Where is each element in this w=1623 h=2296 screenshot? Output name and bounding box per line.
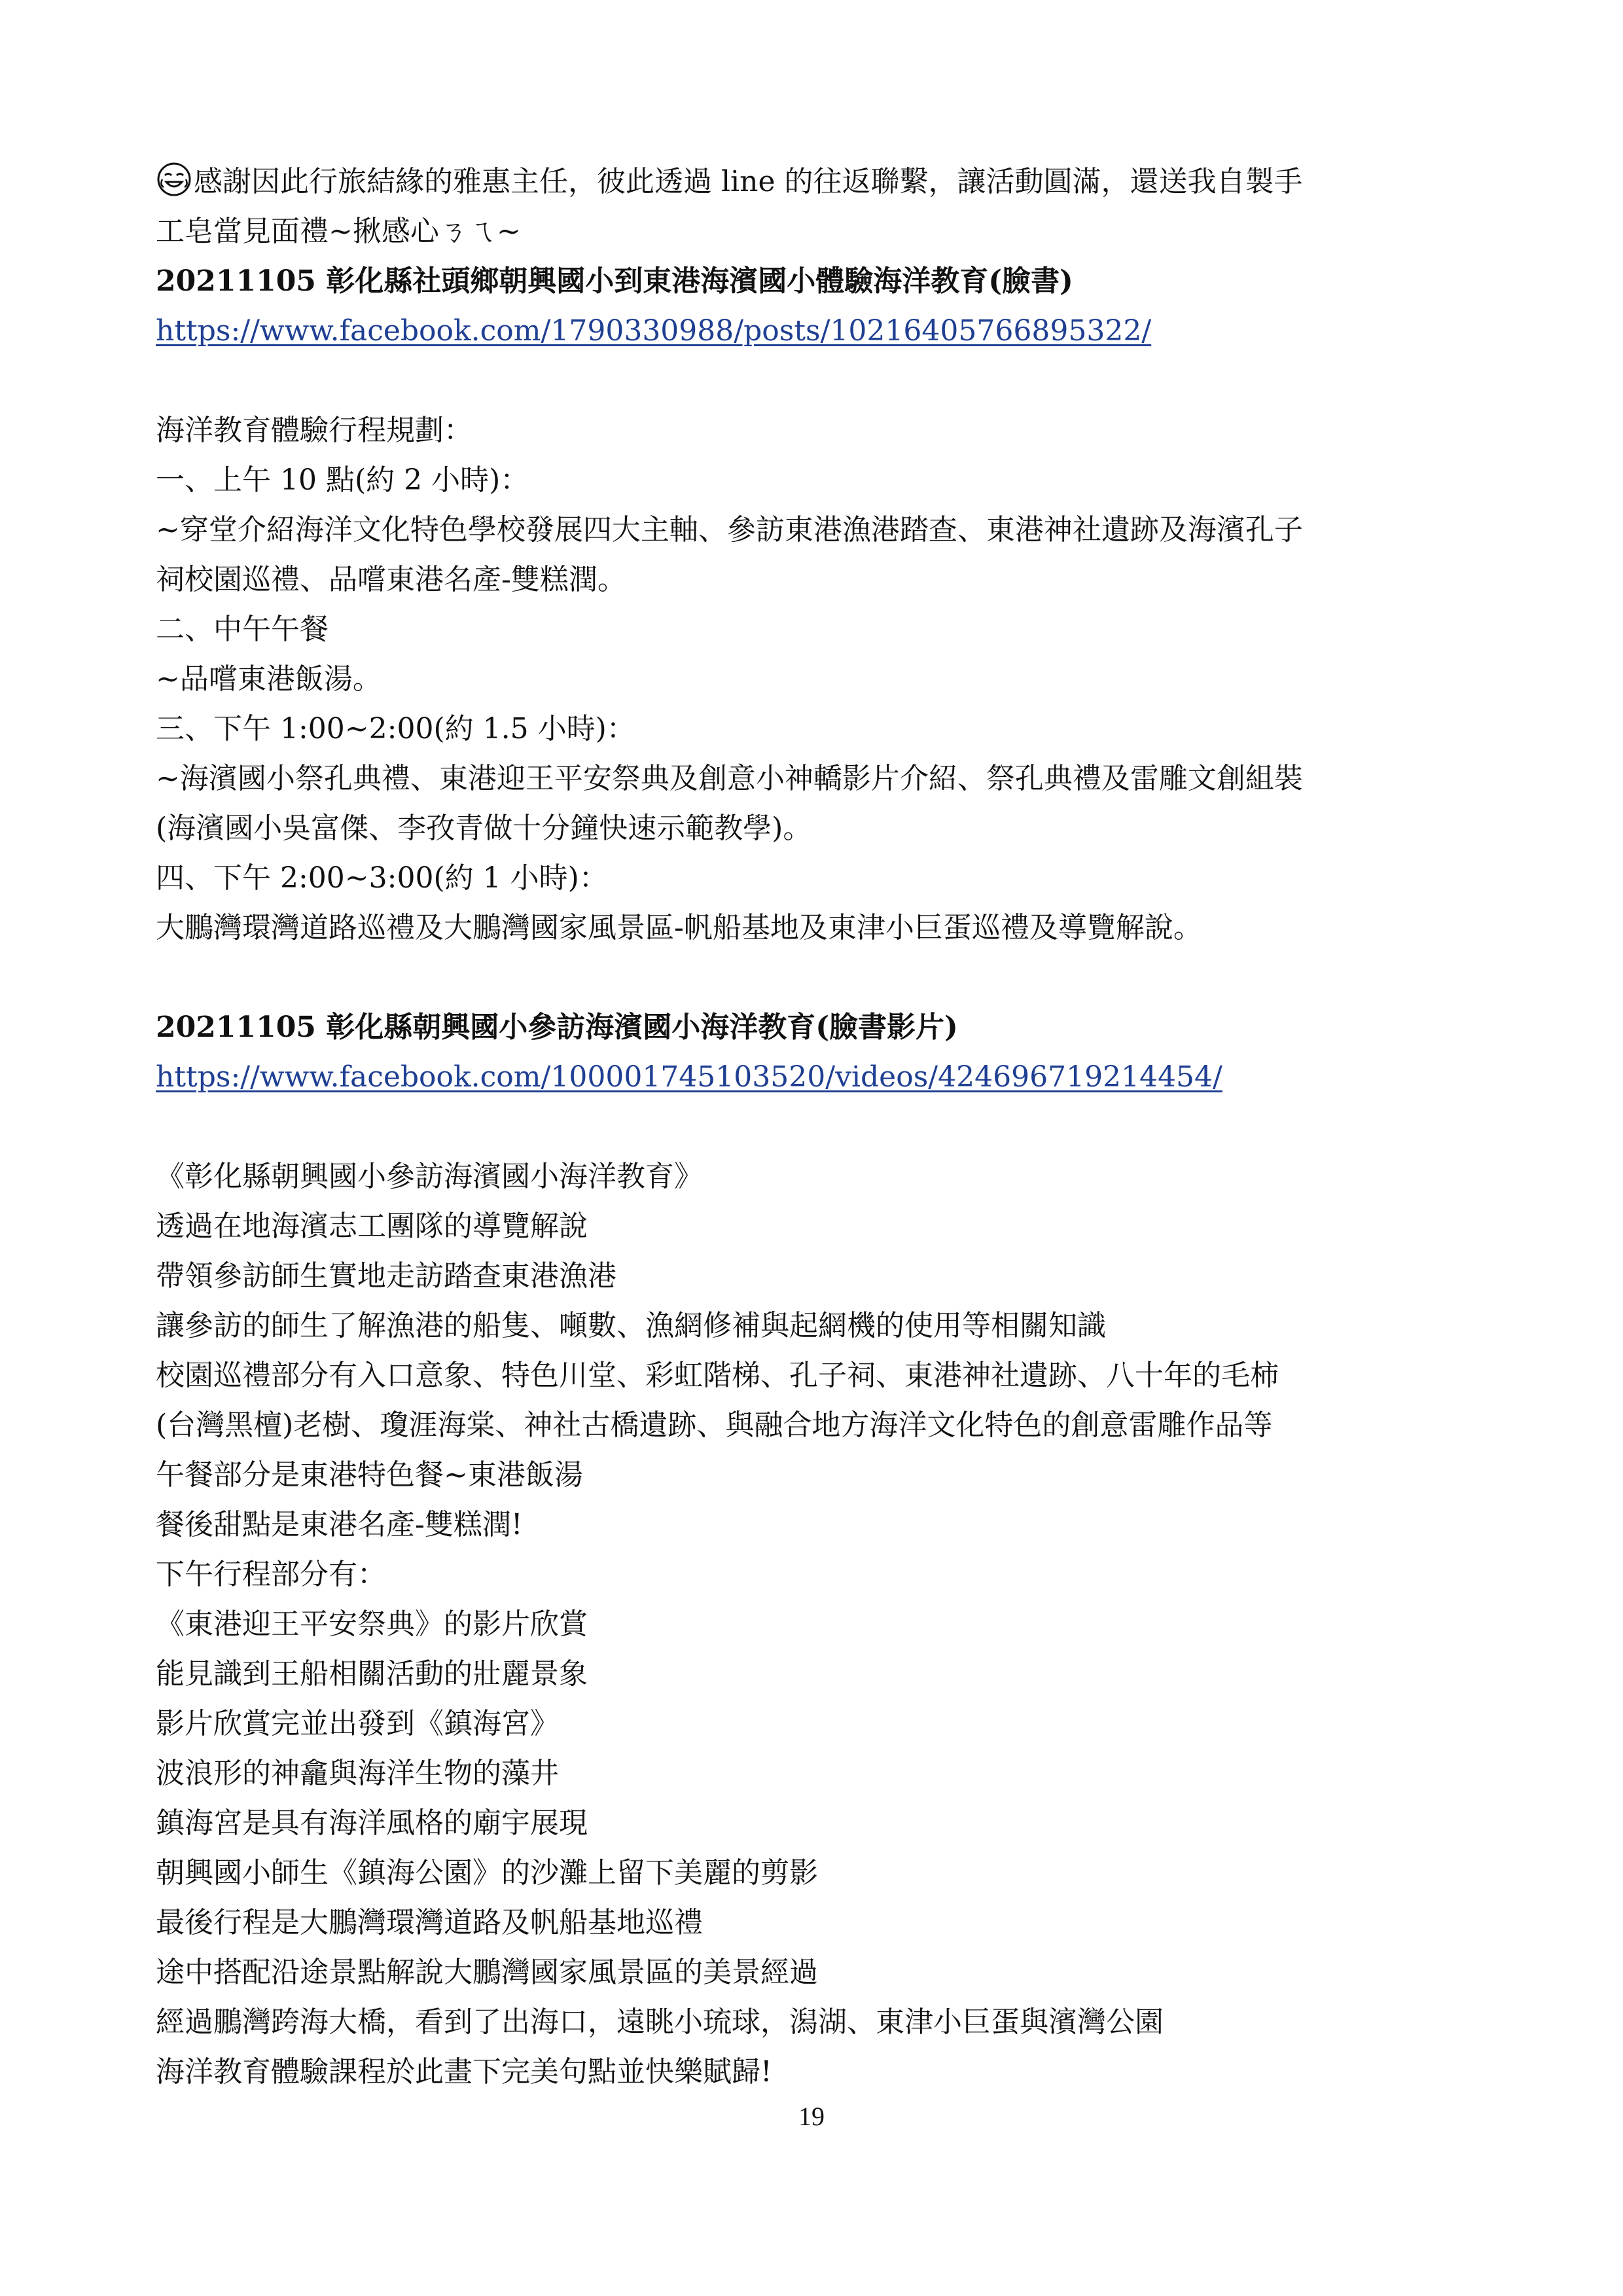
story-line: 午餐部分是東港特色餐~東港飯湯 xyxy=(156,1458,583,1492)
story-line: 餐後甜點是東港名產-雙糕潤! xyxy=(156,1508,523,1541)
schedule-section xyxy=(156,406,1478,953)
post1-link[interactable]: https://www.facebook.com/1790330988/posts/10216405766895322/ xyxy=(156,314,1152,348)
spacer xyxy=(156,1102,1478,1152)
document-body xyxy=(156,157,1478,2097)
spacer xyxy=(156,953,1478,1003)
crying-laughing-face-icon xyxy=(156,161,192,198)
schedule-line: 海洋教育體驗行程規劃： xyxy=(156,414,473,447)
post2-link[interactable]: https://www.facebook.com/100001745103520/videos/424696719214454/ xyxy=(156,1060,1222,1094)
page-number: 19 xyxy=(798,2102,825,2131)
schedule-line: 祠校園巡禮、品嚐東港名產-雙糕潤。 xyxy=(156,563,626,596)
story-line: 下午行程部分有： xyxy=(156,1558,386,1591)
story-line: 能見識到王船相關活動的壯麗景象 xyxy=(156,1657,588,1691)
story-line: 經過鵬灣跨海大橋，看到了出海口，遠眺小琉球，潟湖、東津小巨蛋與濱灣公園 xyxy=(156,2005,1164,2039)
schedule-line: (海濱國小吳富傑、李孜青做十分鐘快速示範教學)。 xyxy=(156,812,812,845)
story-line: (台灣黑檀)老樹、瓊涯海棠、神社古橋遺跡、與融合地方海洋文化特色的創意雷雕作品等 xyxy=(156,1408,1273,1442)
post2-heading: 20211105 彰化縣朝興國小參訪海濱國小海洋教育(臉書影片) xyxy=(156,1011,958,1044)
schedule-line: 三、下午 1:00~2:00(約 1.5 小時)： xyxy=(156,712,635,745)
story-line: 《東港迎王平安祭典》的影片欣賞 xyxy=(156,1607,588,1641)
story-line: 《彰化縣朝興國小參訪海濱國小海洋教育》 xyxy=(156,1160,703,1193)
intro-line-2: 工皂當見面禮~揪感心ㄋㄟ~ xyxy=(156,215,521,248)
story-line: 影片欣賞完並出發到《鎮海宮》 xyxy=(156,1707,559,1740)
spacer xyxy=(156,356,1478,406)
story-line: 朝興國小師生《鎮海公園》的沙灘上留下美麗的剪影 xyxy=(156,1856,818,1890)
schedule-line: 一、上午 10 點(約 2 小時)： xyxy=(156,463,529,497)
story-line: 校園巡禮部分有入口意象、特色川堂、彩虹階梯、孔子祠、東港神社遺跡、八十年的毛柿 xyxy=(156,1359,1279,1392)
story-section xyxy=(156,1152,1478,2097)
intro-line-1 xyxy=(156,157,1478,207)
story-line: 途中搭配沿途景點解說大鵬灣國家風景區的美景經過 xyxy=(156,1956,818,1989)
schedule-line: ~海濱國小祭孔典禮、東港迎王平安祭典及創意小神轎影片介紹、祭孔典禮及雷雕文創組裝 xyxy=(156,762,1303,795)
story-line: 鎮海宮是具有海洋風格的廟宇展現 xyxy=(156,1806,588,1840)
schedule-line: 二、中午午餐 xyxy=(156,613,329,646)
post1-heading: 20211105 彰化縣社頭鄉朝興國小到東港海濱國小體驗海洋教育(臉書) xyxy=(156,264,1073,298)
story-line: 帶領參訪師生實地走訪踏查東港漁港 xyxy=(156,1259,616,1293)
intro-text-1: 感謝因此行旅結緣的雅惠主任，彼此透過 line 的往返聯繫，讓活動圓滿，還送我自製手 xyxy=(194,165,1303,198)
schedule-line: ~品嚐東港飯湯。 xyxy=(156,662,382,696)
schedule-line: ~穿堂介紹海洋文化特色學校發展四大主軸、參訪東港漁港踏查、東港神社遺跡及海濱孔子 xyxy=(156,513,1303,547)
schedule-line: 四、下午 2:00~3:00(約 1 小時)： xyxy=(156,861,608,895)
story-line: 透過在地海濱志工團隊的導覽解說 xyxy=(156,1210,588,1243)
schedule-line: 大鵬灣環灣道路巡禮及大鵬灣國家風景區-帆船基地及東津小巨蛋巡禮及導覽解說。 xyxy=(156,911,1202,944)
story-line: 波浪形的神龕與海洋生物的藻井 xyxy=(156,1757,559,1790)
story-line: 最後行程是大鵬灣環灣道路及帆船基地巡禮 xyxy=(156,1906,703,1939)
story-line: 讓參訪的師生了解漁港的船隻、噸數、漁網修補與起網機的使用等相關知識 xyxy=(156,1309,1106,1342)
story-line: 海洋教育體驗課程於此畫下完美句點並快樂賦歸! xyxy=(156,2055,772,2089)
